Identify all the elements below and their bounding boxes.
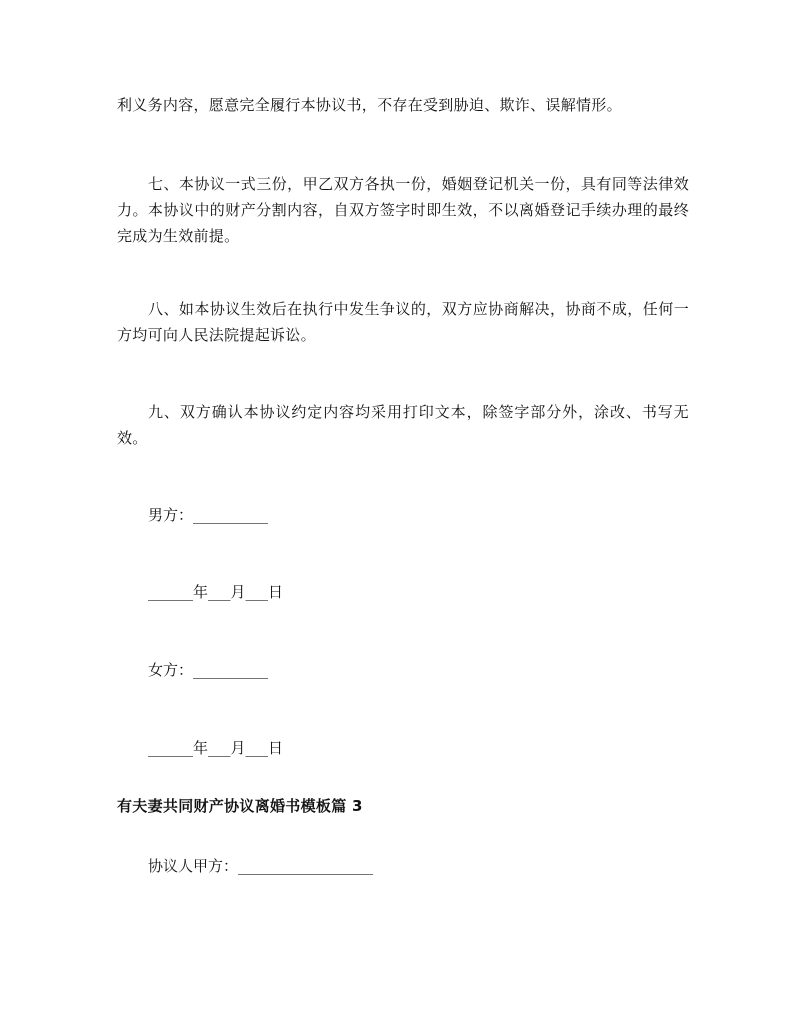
paragraph-continuation: 利义务内容，愿意完全履行本协议书，不存在受到胁迫、欺诈、误解情形。	[117, 96, 622, 114]
paragraph-clause-9: 九、双方确认本协议约定内容均采用打印文本，除签字部分外，涂改、书写无效。	[117, 403, 689, 447]
female-signature-line: 女方：__________	[148, 661, 269, 679]
party-a-line: 协议人甲方：__________________	[148, 857, 374, 875]
male-signature-line: 男方：__________	[148, 506, 269, 524]
female-date-line: ______年___月___日	[148, 739, 284, 757]
paragraph-clause-8: 八、如本协议生效后在执行中发生争议的，双方应协商解决，协商不成，任何一方均可向人民法院提起诉讼。	[117, 300, 689, 344]
section-heading: 有夫妻共同财产协议离婚书模板篇 3	[117, 797, 363, 815]
male-date-line: ______年___月___日	[148, 583, 284, 601]
paragraph-clause-7: 七、本协议一式三份，甲乙双方各执一份，婚姻登记机关一份，具有同等法律效力。本协议中的财产分割内容，自双方签字时即生效，不以离婚登记手续办理的最终完成为生效前提。	[117, 175, 689, 245]
